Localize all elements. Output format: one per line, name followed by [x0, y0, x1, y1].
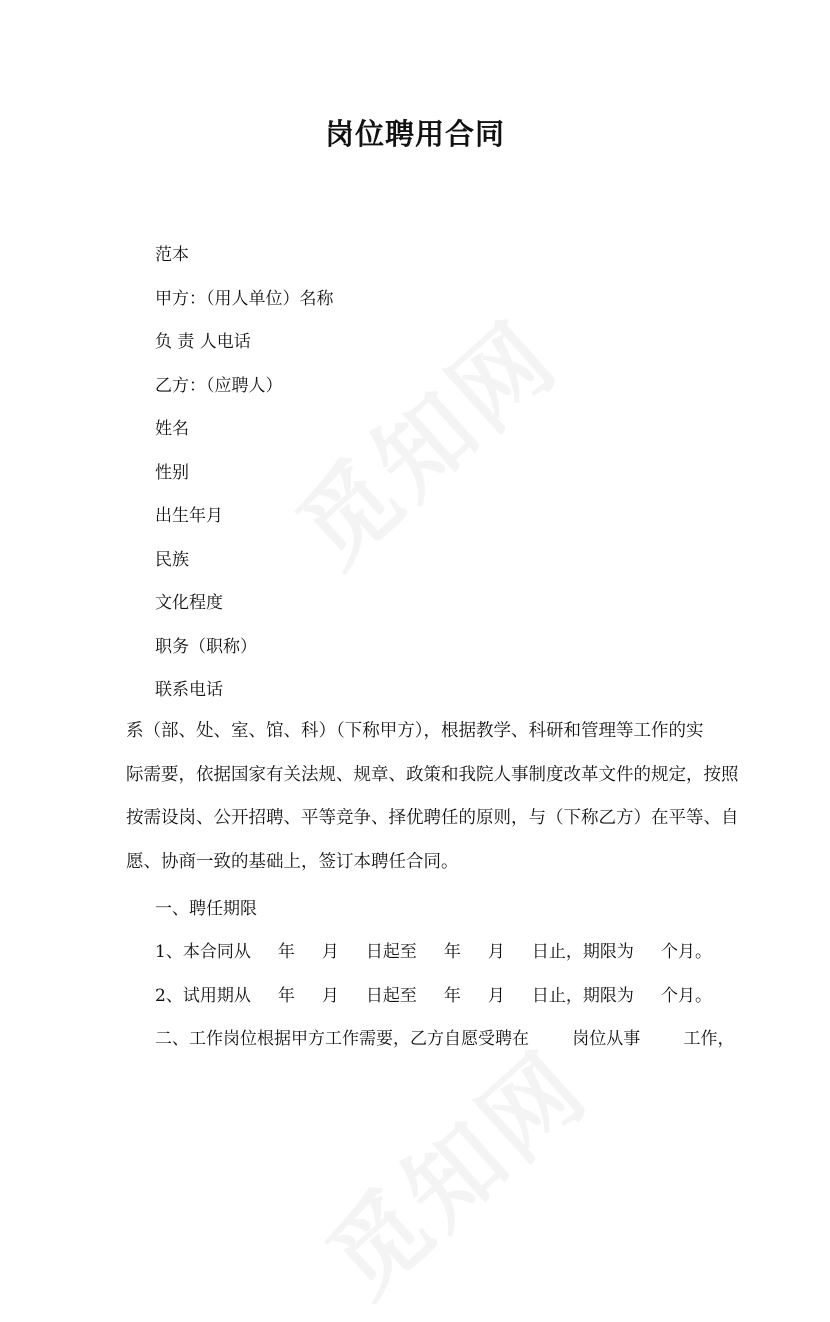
field-template: 范本 [155, 245, 189, 265]
field-contact-phone: 联系电话 [155, 680, 223, 700]
watermark-bottom [293, 1015, 612, 1322]
intro-line: 际需要，依据国家有关法规、规章、政策和我院人事制度改革文件的规定，按照 [126, 764, 739, 785]
document-title: 岗位聘用合同 [324, 117, 505, 151]
field-name: 姓名 [155, 419, 189, 439]
section-heading-term: 一、聘任期限 [155, 899, 257, 919]
watermark [263, 285, 582, 592]
field-birth-date: 出生年月 [155, 506, 223, 526]
field-party-a: 甲方：（用人单位）名称 [155, 289, 334, 309]
field-education: 文化程度 [155, 593, 223, 613]
clause-probation-term: 2、试用期从 年 月 日起至 年 月 日止，期限为 个月。 [155, 986, 712, 1006]
intro-line: 系（部、处、室、馆、科）（下称甲方），根据教学、科研和管理等工作的实 [126, 721, 704, 741]
intro-paragraph [126, 710, 739, 884]
field-position-title: 职务（职称） [155, 637, 257, 657]
field-person-in-charge-phone: 负 责 人电话 [155, 332, 251, 352]
field-ethnicity: 民族 [155, 550, 189, 570]
field-party-b: 乙方：（应聘人） [155, 376, 283, 396]
field-gender: 性别 [155, 463, 189, 483]
clause-contract-term: 1、本合同从 年 月 日起至 年 月 日止，期限为 个月。 [155, 942, 712, 962]
intro-line: 愿、协商一致的基础上，签订本聘任合同。 [126, 851, 459, 872]
section-job-position: 二、工作岗位根据甲方工作需要，乙方自愿受聘在 岗位从事 工作， [155, 1029, 735, 1049]
intro-line: 按需设岗、公开招聘、平等竞争、择优聘任的原则，与（下称乙方）在平等、自 [126, 808, 739, 828]
